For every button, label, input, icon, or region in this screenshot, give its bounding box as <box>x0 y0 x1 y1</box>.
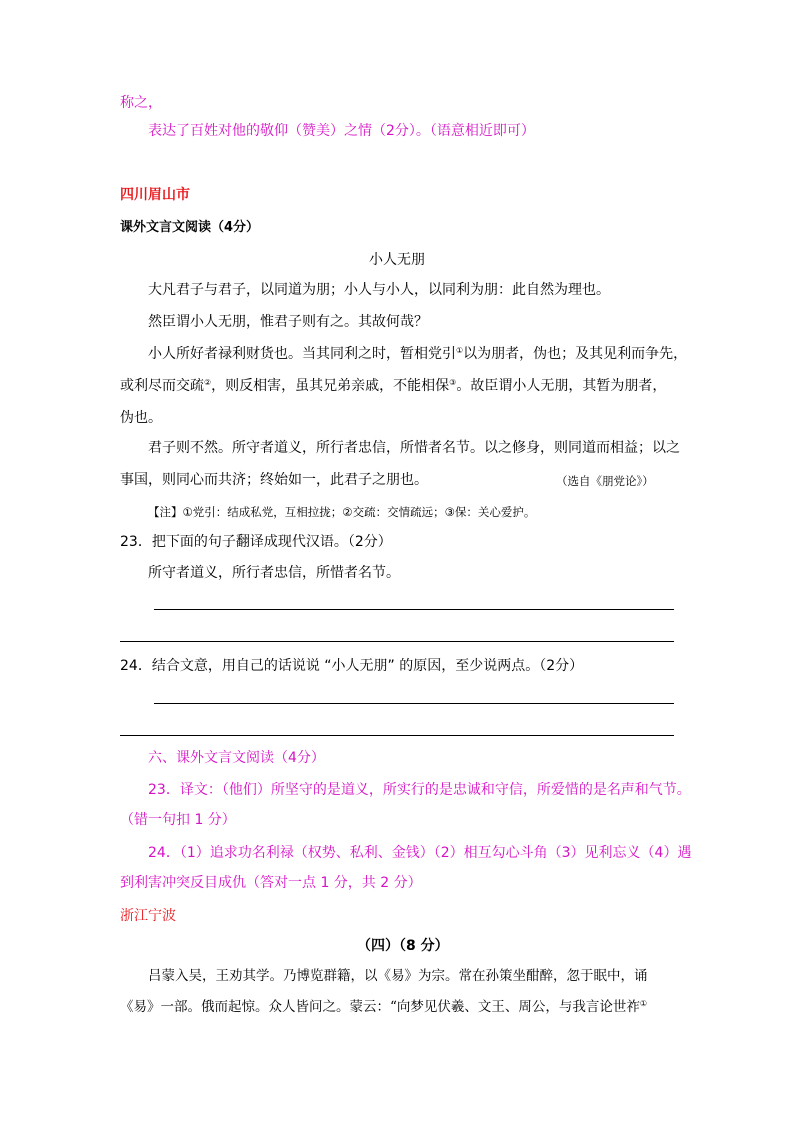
footnote-marker: ② <box>204 378 212 387</box>
answer-23-line2: （错一句扣 1 分） <box>120 812 236 828</box>
answer-prev-line1: 称之， <box>120 95 162 111</box>
answer-24-line1: 24．（1）追求功名利禄（权势、私利、金钱）（2）相互勾心斗角（3）见利忘义（4）遇 <box>148 845 692 861</box>
passage-paragraph-4-line1: 君子则不然。所守者道义，所行者忠信，所惜者名节。以之修身，则同道而相益；以之 <box>148 440 680 456</box>
section-heading: 课外文言文阅读（4分） <box>120 220 260 235</box>
passage-paragraph-3-line1: 小人所好者禄利财货也。当其同利之时，暂相党引①以为朋者，伪也；及其见利而争先， <box>148 346 688 362</box>
passage-paragraph-3-line3: 伪也。 <box>120 410 162 426</box>
passage-source: （选自《朋党论》） <box>556 474 654 488</box>
answer-line <box>120 735 674 736</box>
answer-line <box>154 609 674 610</box>
question-24: 24．结合文意，用自己的话说说 “小人无朋” 的原因，至少说两点。（2分） <box>120 658 584 674</box>
passage-title: 小人无朋 <box>369 252 425 268</box>
region-heading: 四川眉山市 <box>120 187 190 203</box>
answers-heading: 六、课外文言文阅读（4分） <box>148 750 325 766</box>
annotation-note: 【注】①党引：结成私党，互相拉拢；②交疏：交情疏远；③保：关心爱护。 <box>148 505 536 519</box>
passage-paragraph-2: 然臣谓小人无朋，惟君子则有之。其故何哉？ <box>148 314 428 330</box>
passage-paragraph-1: 大凡君子与君子，以同道为朋；小人与小人，以同利为朋：此自然为理也。 <box>148 282 610 298</box>
passage-2-title: （四）（8 分） <box>357 938 449 954</box>
question-23-sentence: 所守者道义，所行者忠信，所惜者名节。 <box>148 565 400 581</box>
footnote-marker: ③ <box>449 378 457 387</box>
footnote-marker: ① <box>456 346 464 355</box>
answer-24-line2: 到利害冲突反目成仇（答对一点 1 分，共 2 分） <box>120 875 422 891</box>
answer-prev-line2: 表达了百姓对他的敬仰（赞美）之情（2分）。（语意相近即可） <box>148 123 535 139</box>
passage-2-line2: 《易》一部。俄而起惊。众人皆问之。蒙云：“向梦见伏羲、文王、周公，与我言论世祚① <box>120 999 648 1015</box>
question-23: 23．把下面的句子翻译成现代汉语。（2分） <box>120 534 392 550</box>
footnote-marker: ① <box>639 999 648 1008</box>
answer-line <box>120 641 674 642</box>
region-heading-2: 浙江宁波 <box>120 908 176 924</box>
answer-23-line1: 23．译文：（他们）所坚守的是道义，所实行的是忠诚和守信，所爱惜的是名声和气节。 <box>148 782 691 798</box>
passage-paragraph-3-line2: 或利尽而交疏②，则反相害，虽其兄弟亲戚，不能相保③。故臣谓小人无朋，其暂为朋者， <box>120 378 667 394</box>
passage-paragraph-4-line2: 事国，则同心而共济；终始如一，此君子之朋也。 <box>120 472 428 488</box>
answer-line <box>154 703 674 704</box>
passage-2-line1: 吕蒙入吴，王劝其学。乃博览群籍，以《易》为宗。常在孙策坐酣醉，忽于眠中，诵 <box>148 968 648 984</box>
